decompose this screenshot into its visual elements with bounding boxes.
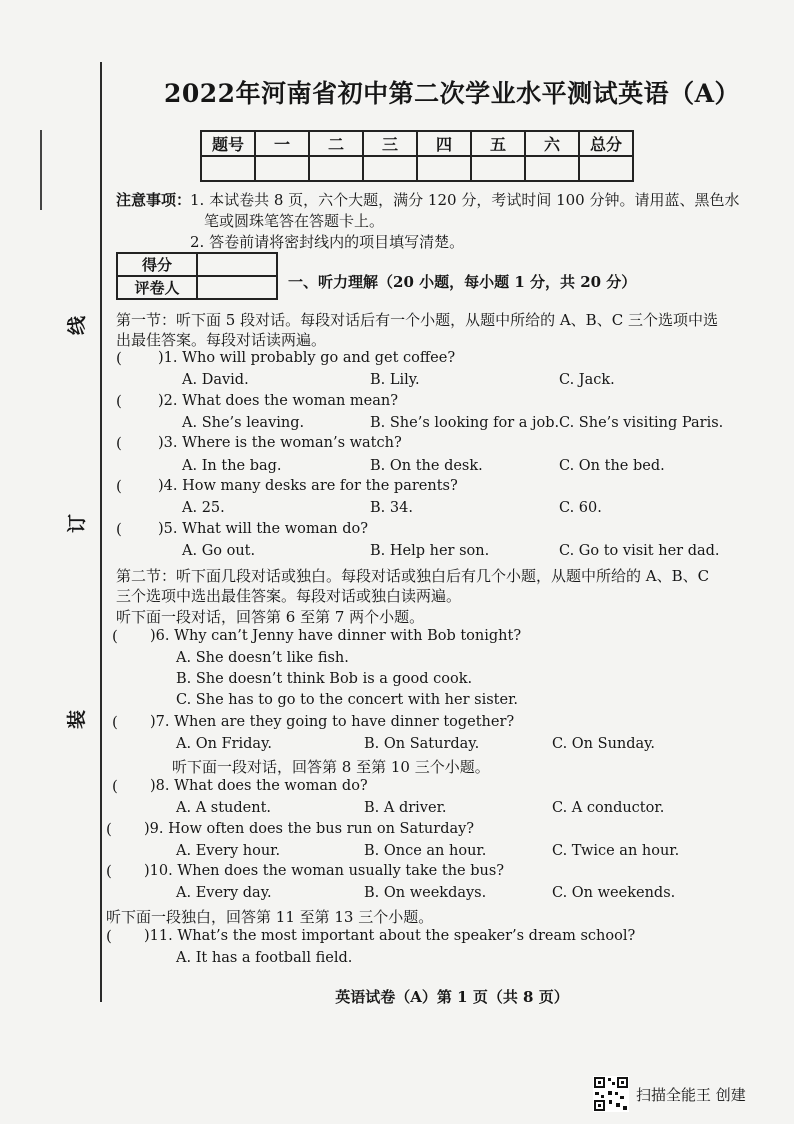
question-3: )3. Where is the woman’s watch? bbox=[158, 435, 402, 451]
monologue-instruction: 听下面一段独白，回答第 11 至第 13 三个小题。 bbox=[106, 908, 434, 926]
option-a: A. 25. bbox=[182, 500, 225, 516]
option-b: B. A driver. bbox=[364, 800, 447, 816]
score-header-cell: 题号 bbox=[201, 131, 255, 156]
score-header-cell: 六 bbox=[525, 131, 579, 156]
qr-code-icon bbox=[593, 1076, 629, 1112]
question-7: )7. When are they going to have dinner together? bbox=[150, 714, 515, 730]
answer-paren: ( bbox=[116, 477, 122, 495]
option-c: C. Jack. bbox=[559, 372, 615, 388]
score-header-cell: 二 bbox=[309, 131, 363, 156]
score-blank-cell bbox=[579, 156, 633, 181]
grader-blank bbox=[197, 276, 277, 299]
score-label: 得分 bbox=[117, 253, 197, 276]
option-a: A. A student. bbox=[176, 800, 272, 816]
dialog-instruction-1: 听下面一段对话，回答第 6 至第 7 两个小题。 bbox=[116, 608, 425, 626]
option-c: C. Go to visit her dad. bbox=[559, 543, 720, 559]
section-title: 一、听力理解（20 小题，每小题 1 分，共 20 分） bbox=[288, 273, 637, 291]
option-b: B. On the desk. bbox=[370, 458, 483, 474]
option-b: B. Help her son. bbox=[370, 543, 490, 559]
dialog-instruction-2: 听下面一段对话，回答第 8 至第 10 三个小题。 bbox=[172, 758, 490, 776]
question-6: )6. Why can’t Jenny have dinner with Bob tonight? bbox=[150, 628, 522, 644]
part1-intro-cont: 出最佳答案。每段对话读两遍。 bbox=[116, 331, 327, 349]
answer-paren: ( bbox=[112, 713, 118, 731]
binding-line bbox=[100, 62, 102, 1002]
question-9: )9. How often does the bus run on Saturday? bbox=[144, 821, 475, 837]
seal-label-bind: 装 bbox=[66, 709, 89, 730]
option-a: A. Every hour. bbox=[176, 843, 281, 859]
option-a: A. Go out. bbox=[182, 543, 256, 559]
question-8: )8. What does the woman do? bbox=[150, 778, 368, 794]
score-blank-cell bbox=[417, 156, 471, 181]
option-a: A. She’s leaving. bbox=[182, 415, 305, 431]
score-blank bbox=[197, 253, 277, 276]
scanner-watermark: 扫描全能王 创建 bbox=[636, 1086, 746, 1104]
option-b: B. 34. bbox=[370, 500, 413, 516]
question-2: )2. What does the woman mean? bbox=[158, 393, 398, 409]
notice-item-1-cont: 笔或圆珠笔答在答题卡上。 bbox=[204, 212, 385, 230]
option-c: C. On weekends. bbox=[552, 885, 676, 901]
score-header-cell: 一 bbox=[255, 131, 309, 156]
option-b: B. Once an hour. bbox=[364, 843, 487, 859]
answer-paren: ( bbox=[112, 777, 118, 795]
option-c: C. On Sunday. bbox=[552, 736, 656, 752]
exam-title: 2022年河南省初中第二次学业水平测试英语（A） bbox=[164, 79, 740, 108]
notice-label: 注意事项： bbox=[116, 191, 192, 209]
page-footer: 英语试卷（A）第 1 页（共 8 页） bbox=[335, 988, 569, 1006]
part2-intro: 第二节：听下面几段对话或独白。每段对话或独白后有几个小题，从题中所给的 A、B、C bbox=[116, 567, 710, 585]
score-header-cell: 三 bbox=[363, 131, 417, 156]
option-c: C. Twice an hour. bbox=[552, 843, 680, 859]
answer-paren: ( bbox=[106, 820, 112, 838]
question-10: )10. When does the woman usually take the bus? bbox=[144, 863, 505, 879]
answer-paren: ( bbox=[106, 862, 112, 880]
margin-mark bbox=[40, 130, 42, 210]
grader-table bbox=[116, 252, 278, 300]
score-blank-cell bbox=[363, 156, 417, 181]
question-11: )11. What’s the most important about the speaker’s dream school? bbox=[144, 928, 636, 944]
score-blank-cell bbox=[309, 156, 363, 181]
score-blank-cell bbox=[201, 156, 255, 181]
question-5: )5. What will the woman do? bbox=[158, 521, 368, 537]
option-c: C. 60. bbox=[559, 500, 602, 516]
option-b: B. On weekdays. bbox=[364, 885, 487, 901]
option-a: A. On Friday. bbox=[176, 736, 272, 752]
answer-paren: ( bbox=[116, 434, 122, 452]
score-header-cell: 五 bbox=[471, 131, 525, 156]
answer-paren: ( bbox=[112, 627, 118, 645]
option-c: C. A conductor. bbox=[552, 800, 665, 816]
answer-paren: ( bbox=[106, 927, 112, 945]
option-b: B. Lily. bbox=[370, 372, 420, 388]
grader-label: 评卷人 bbox=[117, 276, 197, 299]
option-a: A. Every day. bbox=[176, 885, 272, 901]
option-a: A. She doesn’t like fish. bbox=[176, 650, 349, 666]
option-b: B. On Saturday. bbox=[364, 736, 480, 752]
score-header-cell: 总分 bbox=[579, 131, 633, 156]
seal-label-line: 线 bbox=[66, 315, 89, 336]
option-b: B. She’s looking for a job. bbox=[370, 415, 560, 431]
score-table bbox=[200, 130, 634, 182]
option-a: A. In the bag. bbox=[182, 458, 282, 474]
option-c: C. She has to go to the concert with her sister. bbox=[176, 692, 519, 708]
question-1: )1. Who will probably go and get coffee? bbox=[158, 350, 456, 366]
answer-paren: ( bbox=[116, 520, 122, 538]
part2-intro-cont: 三个选项中选出最佳答案。每段对话或独白读两遍。 bbox=[116, 587, 462, 605]
notice-item-2: 2. 答卷前请将密封线内的项目填写清楚。 bbox=[190, 233, 465, 251]
score-blank-cell bbox=[255, 156, 309, 181]
answer-paren: ( bbox=[116, 392, 122, 410]
part1-intro: 第一节：听下面 5 段对话。每段对话后有一个小题，从题中所给的 A、B、C 三个选项中选 bbox=[116, 311, 718, 329]
score-blank-cell bbox=[471, 156, 525, 181]
option-a: A. It has a football field. bbox=[176, 950, 353, 966]
score-blank-cell bbox=[525, 156, 579, 181]
notice-item-1: 1. 本试卷共 8 页，六个大题，满分 120 分，考试时间 100 分钟。请用蓝、黑色水 bbox=[190, 191, 740, 209]
option-c: C. On the bed. bbox=[559, 458, 665, 474]
score-table-header-row bbox=[201, 131, 633, 156]
score-table-blank-row bbox=[201, 156, 633, 181]
score-header-cell: 四 bbox=[417, 131, 471, 156]
option-b: B. She doesn’t think Bob is a good cook. bbox=[176, 671, 473, 687]
seal-label-order: 订 bbox=[66, 513, 89, 534]
answer-paren: ( bbox=[116, 349, 122, 367]
option-c: C. She’s visiting Paris. bbox=[559, 415, 724, 431]
question-4: )4. How many desks are for the parents? bbox=[158, 478, 458, 494]
option-a: A. David. bbox=[182, 372, 249, 388]
